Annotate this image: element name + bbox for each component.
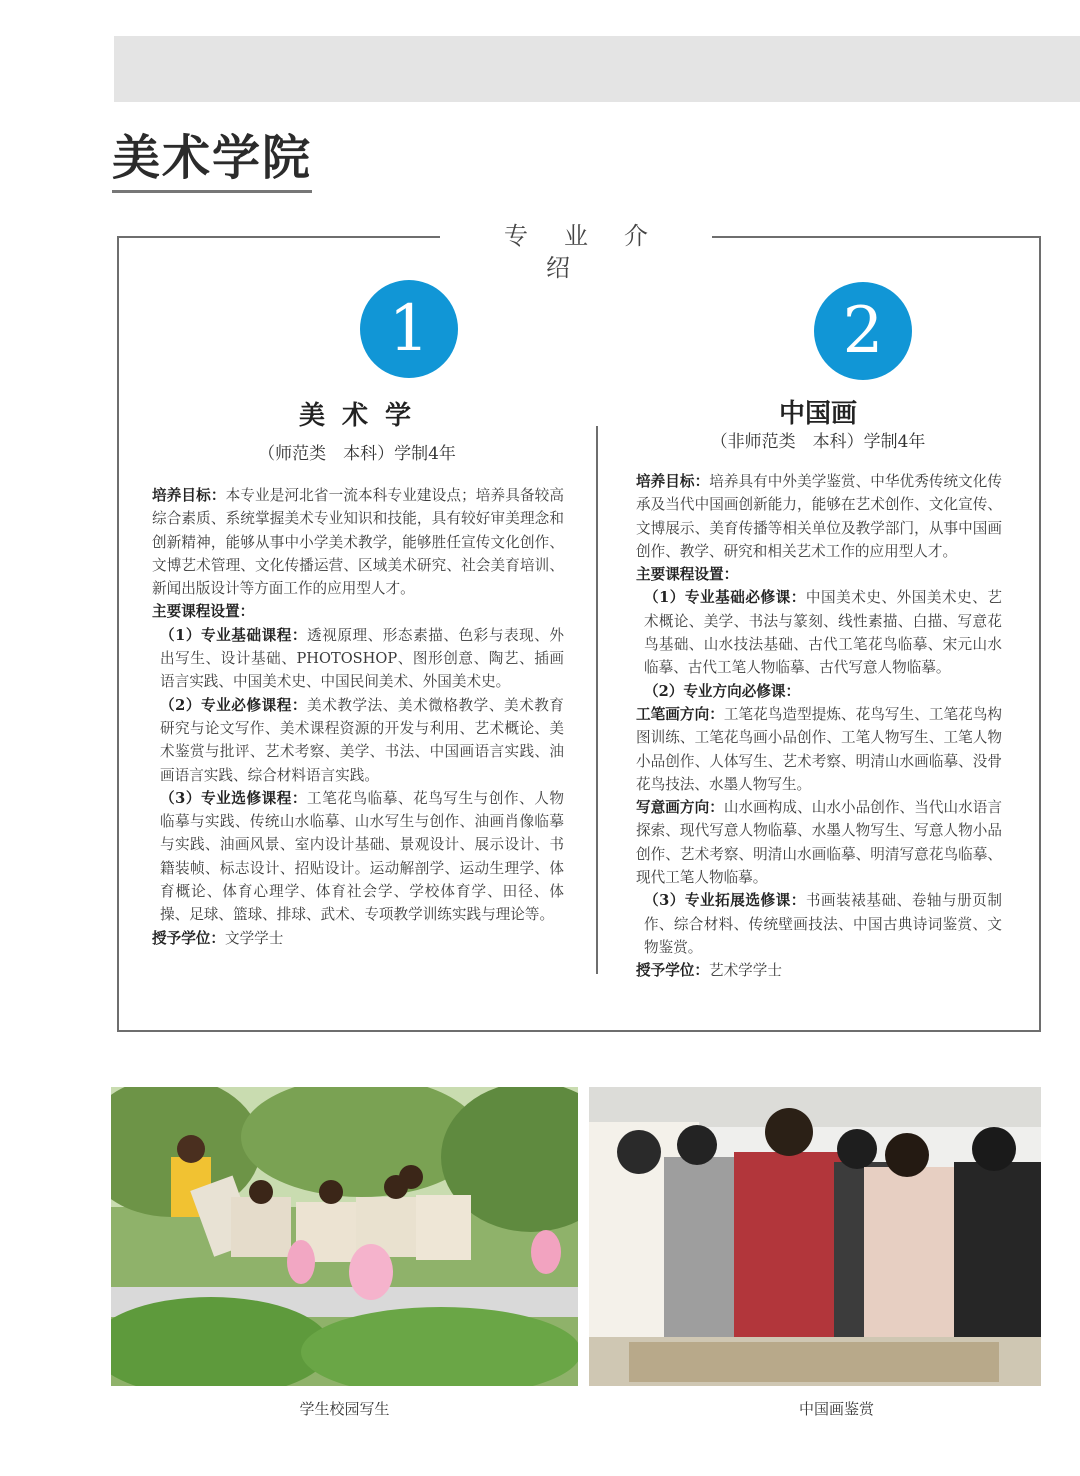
column-divider bbox=[596, 426, 598, 974]
course-item: （2）专业必修课程：美术教学法、美术微格教学、美术教育研究与论文写作、美术课程资源的开发与利用、艺术概论、美术鉴赏与批评、艺术考察、美学、书法、中国画语言实践、油画语言实践、综合材料语言实践。 bbox=[160, 696, 564, 784]
degree: 授予学位：文学学士 bbox=[152, 929, 284, 947]
header-band bbox=[114, 36, 1080, 102]
frame-top-rule-left bbox=[117, 236, 440, 238]
direction-item: 工笔画方向：工笔花鸟造型提炼、花鸟写生、工笔花鸟构图训练、工笔花鸟画小品创作、工笔人物写生、工笔人物小品创作、人体写生、艺术考察、明清山水画临摹、没骨花鸟技法、水墨人物写生。 bbox=[636, 705, 1002, 793]
major-subtitle: （师范类 本科）学制4年 bbox=[258, 444, 456, 464]
direction-item: 写意画方向：山水画构成、山水小品创作、当代山水语言探索、现代写意人物临摹、水墨人物写生、写意人物小品创作、艺术考察、明清山水画临摹、明清写意花鸟临摹、现代工笔人物临摹。 bbox=[636, 799, 1002, 887]
training-goal bbox=[152, 484, 564, 600]
course-item: （3）专业拓展选修课：书画装裱基础、卷轴与册页制作、综合材料、传统壁画技法、中国古典诗词鉴赏、文物鉴赏。 bbox=[644, 892, 1002, 956]
course-item: （1）专业基础课程：透视原理、形态素描、色彩与表现、外出写生、设计基础、PHOTOSHOP、图形创意、陶艺、插画语言实践、中国美术史、中国民间美术、外国美术史。 bbox=[160, 626, 564, 691]
major-title: 美 术 学 bbox=[298, 401, 416, 431]
training-goal: 培养目标：培养具有中外美学鉴赏、中华优秀传统文化传承及当代中国画创新能力，能够在艺术创作、文化宣传、文博展示、美育传播等相关单位及教学部门，从事中国画创作、教学、研究和相关艺术工作的应用型人才。 bbox=[636, 473, 1002, 560]
major-1-description bbox=[152, 484, 564, 950]
course-item: （2）专业方向必修课： bbox=[644, 682, 801, 700]
frame-top-rule-right bbox=[712, 236, 1041, 238]
photo-painting-appreciation bbox=[589, 1087, 1041, 1386]
painting-appreciation-image bbox=[589, 1087, 1041, 1386]
course-item: （1）专业基础必修课：中国美术史、外国美术史、艺术概论、美学、书法与篆刻、线性素描、白描、写意花鸟基础、山水技法基础、古代工笔花鸟临摹、宋元山水临摹、古代工笔人物临摹、古代写意人物临摹。 bbox=[644, 589, 1002, 677]
major-2-description bbox=[636, 470, 1002, 983]
major-number-badge: 1 bbox=[360, 280, 458, 378]
courses-heading: 主要课程设置： bbox=[152, 603, 255, 621]
photo-caption: 学生校园写生 bbox=[299, 1400, 390, 1418]
major-subtitle: （非师范类 本科）学制4年 bbox=[710, 432, 926, 452]
goal-label: 培养目标： bbox=[152, 487, 226, 504]
major-title: 中国画 bbox=[778, 399, 857, 429]
section-heading: 专业介绍 bbox=[504, 222, 684, 282]
major-number-badge: 2 bbox=[814, 282, 912, 380]
courses-heading: 主要课程设置： bbox=[636, 566, 739, 584]
photo-campus-sketching bbox=[111, 1087, 578, 1386]
photo-caption: 中国画鉴赏 bbox=[798, 1400, 874, 1418]
degree: 授予学位：艺术学学士 bbox=[636, 962, 782, 980]
campus-sketching-image bbox=[111, 1087, 578, 1386]
goal-text: 本专业是河北省一流本科专业建设点；培养具备较高综合素质、系统掌握美术专业知识和技能，具有较好审美理念和创新精神，能够从事中小学美术教学，能够胜任宣传文化创作、文博艺术管理、文化传播运营、区域美术研究、社会美育培训、新闻出版设计等方面工作的应用型人才。 bbox=[152, 487, 564, 598]
course-item: （3）专业选修课程：工笔花鸟临摹、花鸟写生与创作、人物临摹与实践、传统山水临摹、山水写生与创作、油画肖像临摹与实践、油画风景、室内设计基础、景观设计、展示设计、书籍装帧、标志设计、招贴设计。运动解剖学、运动生理学、体育概论、体育心理学、体育社会学、学校体育学、田径、体操、足球、篮球、排球、武术、专项教学训练实践与理论等。 bbox=[160, 789, 564, 924]
college-title: 美术学院 bbox=[112, 128, 312, 193]
